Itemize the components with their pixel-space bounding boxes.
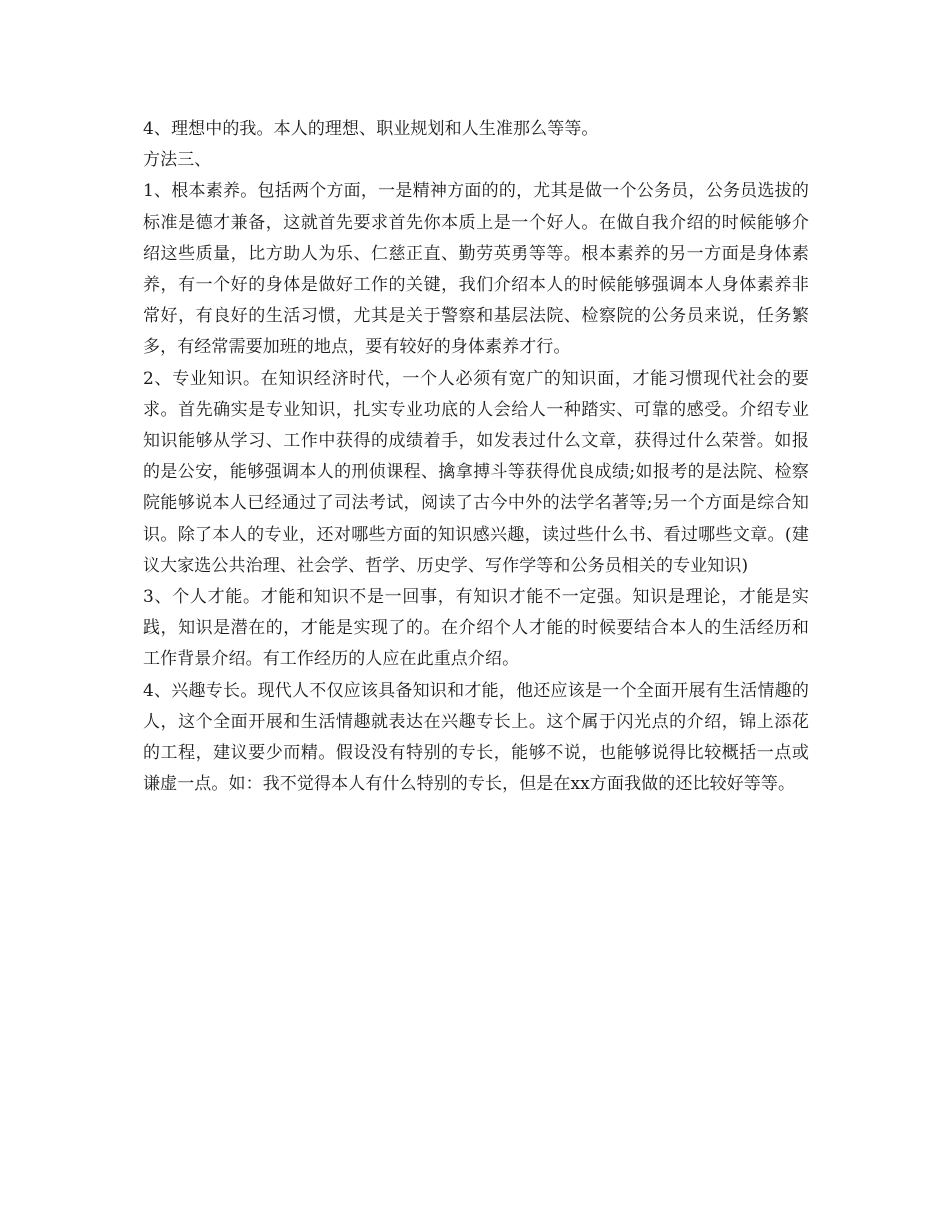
- paragraph-ideal-self: 4、理想中的我。本人的理想、职业规划和人生准那么等等。: [143, 119, 599, 139]
- document-page: [143, 114, 809, 800]
- section-heading-method-three: 方法三、: [143, 150, 212, 171]
- paragraph-professional-knowledge: 2、专业知识。在知识经济时代，一个人必须有宽广的知识面，才能习惯现代社会的要求。首先确实是专业知识，扎实专业功底的人会给人一种踏实、可靠的感受。介绍专业知识能够从学习、工作中获得的成绩着手，如发表过什么文章，获得过什么荣誉。如报的是公安，能够强调本人的刑侦课程、擒拿搏斗等获得优良成绩;如报考的是法院、检察院能够说本人已经通过了司法考试，阅读了古今中外的法学名著等;另一个方面是综合知识。除了本人的专业，还对哪些方面的知识感兴趣，读过些什么书、看过哪些文章。(建议大家选公共治理、社会学、哲学、历史学、写作学等和公务员相关的专业知识): [143, 368, 809, 576]
- paragraph-interests-specialties: 4、兴趣专长。现代人不仅应该具备知识和才能，他还应该是一个全面开展有生活情趣的人，这个全面开展和生活情趣就表达在兴趣专长上。这个属于闪光点的介绍，锦上添花的工程，建议要少而精。假设没有特别的专长，能够不说，也能够说得比较概括一点或谦虚一点。如：我不觉得本人有什么特别的专长，但是在xx方面我做的还比较好等等。: [143, 680, 809, 795]
- paragraph-basic-qualities: 1、根本素养。包括两个方面，一是精神方面的的，尤其是做一个公务员，公务员选拔的标准是德才兼备，这就首先要求首先你本质上是一个好人。在做自我介绍的时候能够介绍这些质量，比方助人为乐、仁慈正直、勤劳英勇等等。根本素养的另一方面是身体素养，有一个好的身体是做好工作的关键，我们介绍本人的时候能够强调本人身体素养非常好，有良好的生活习惯，尤其是关于警察和基层法院、检察院的公务员来说，任务繁多，有经常需要加班的地点，要有较好的身体素养才行。: [143, 181, 809, 358]
- paragraph-personal-ability: 3、个人才能。才能和知识不是一回事，有知识才能不一定强。知识是理论，才能是实践，知识是潜在的，才能是实现了的。在介绍个人才能的时候要结合本人的生活经历和工作背景介绍。有工作经历的人应在此重点介绍。: [143, 587, 809, 670]
